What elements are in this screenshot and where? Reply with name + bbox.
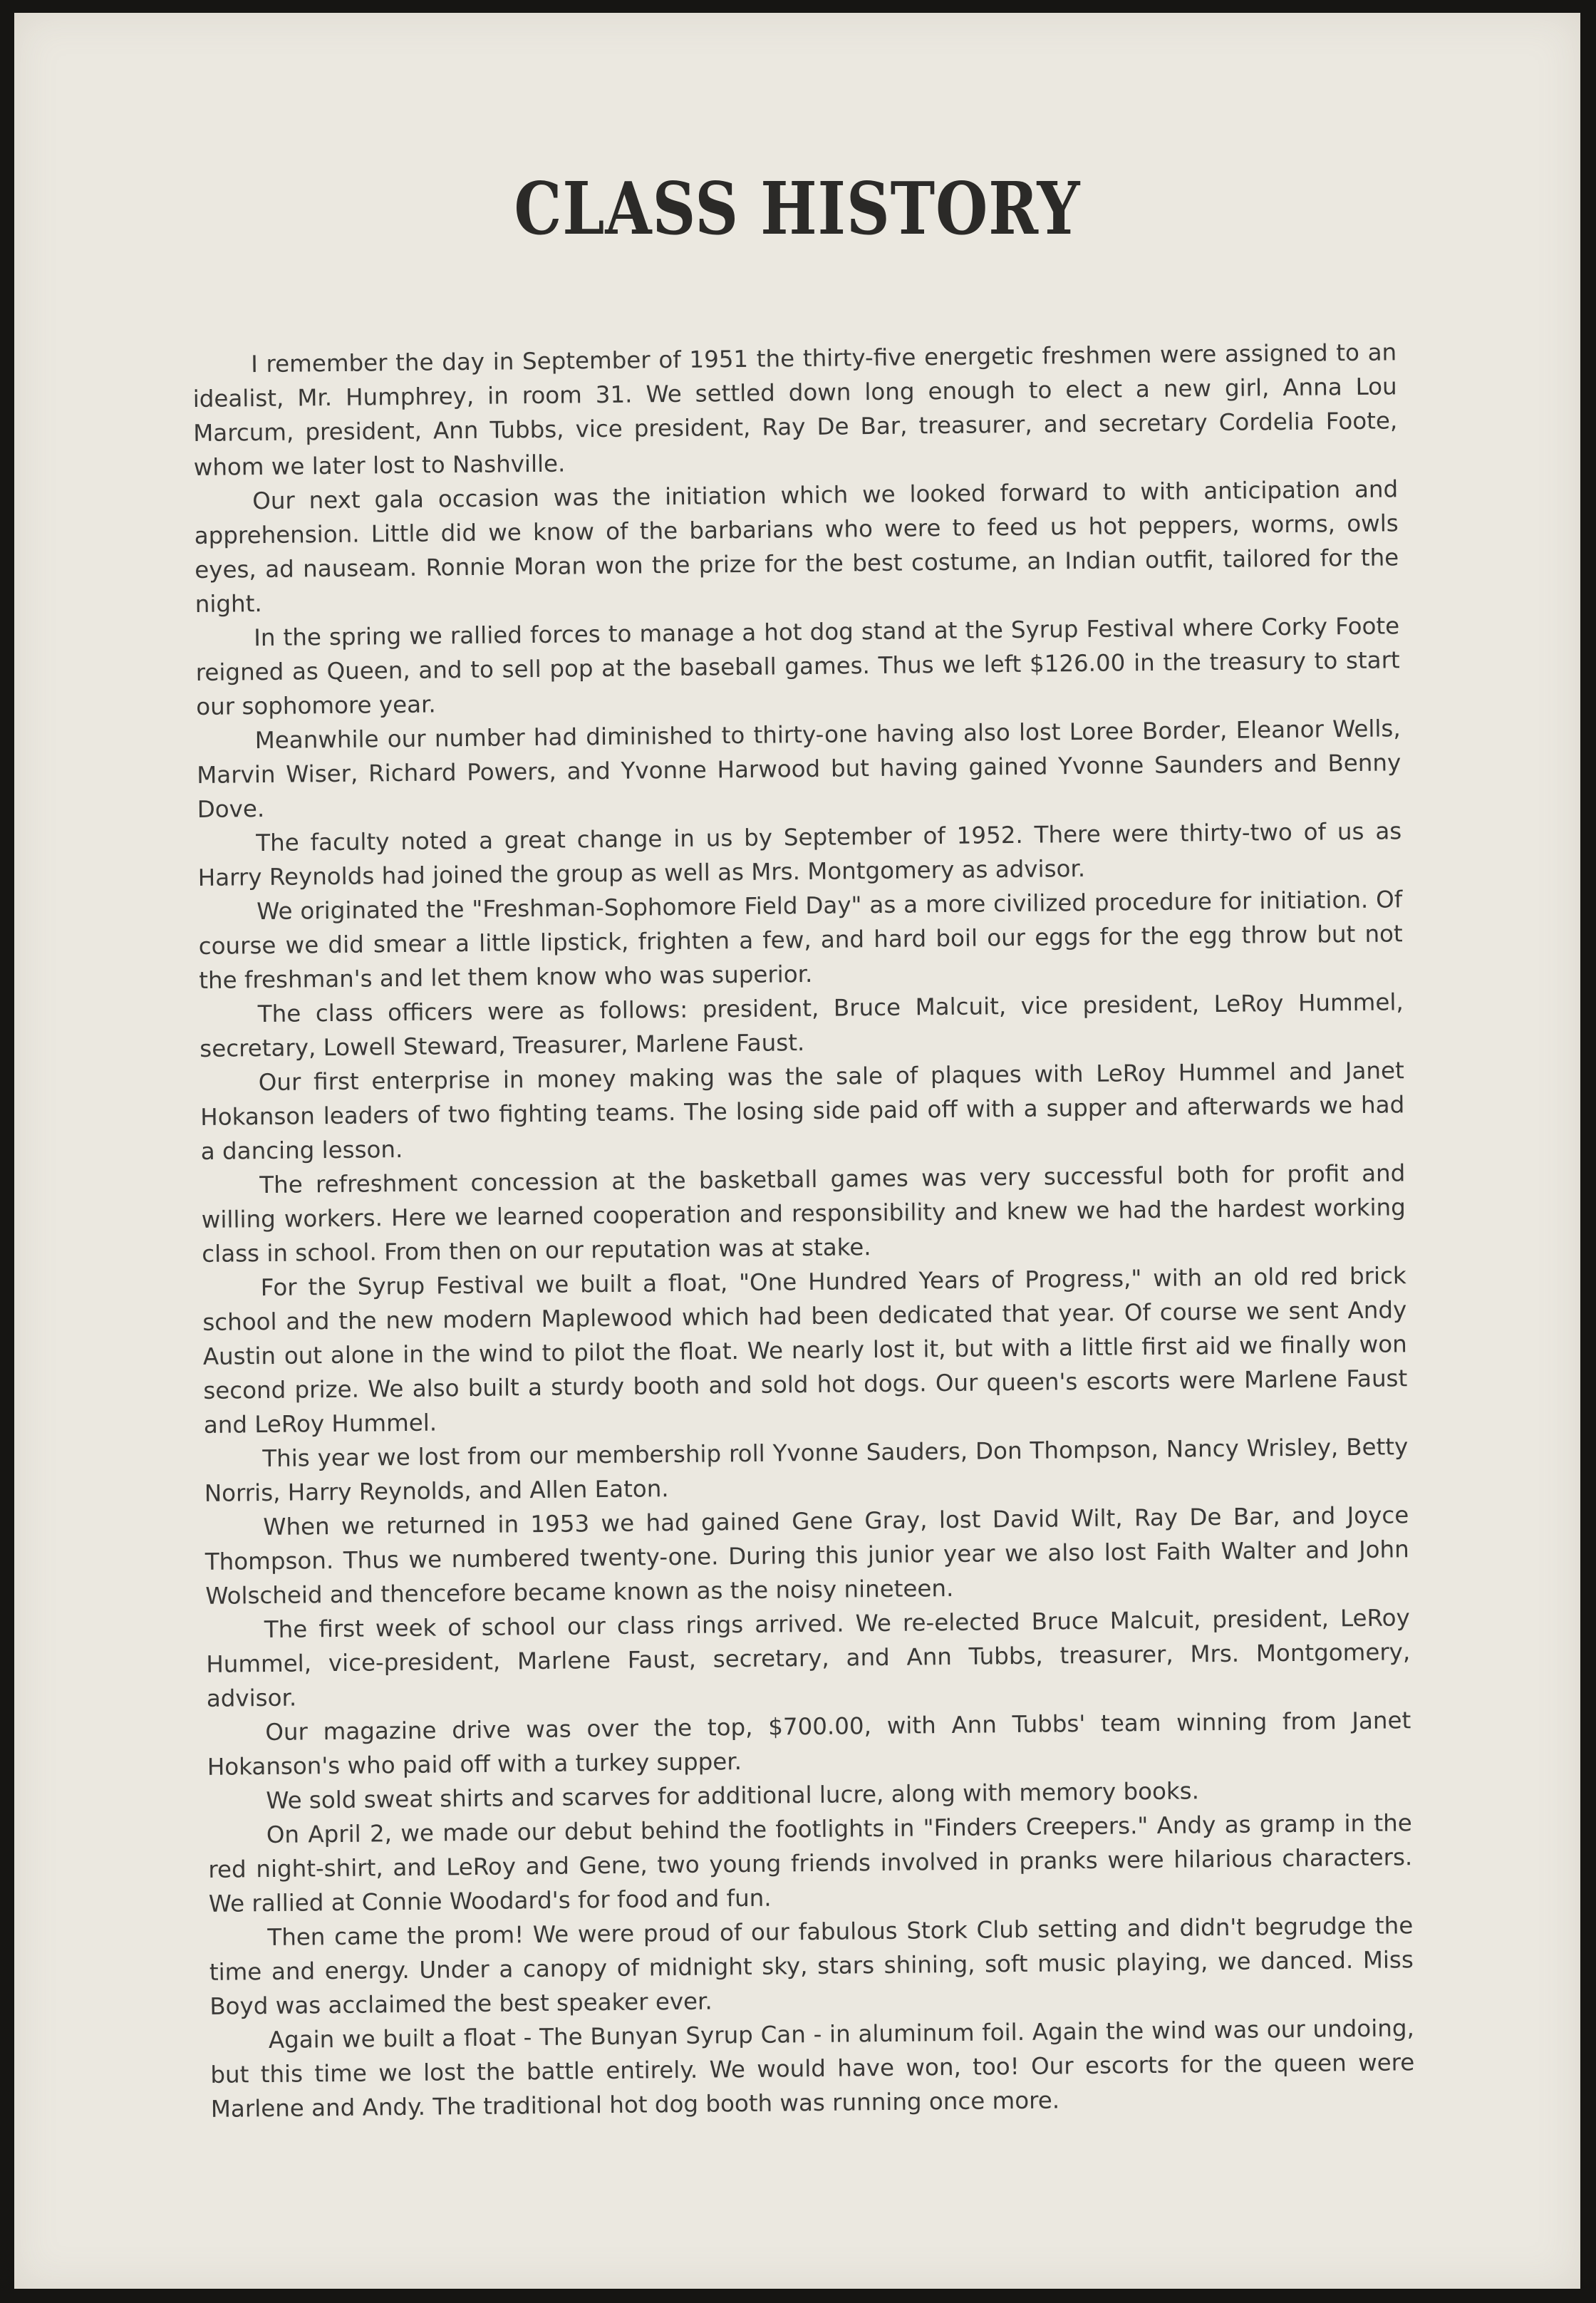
paragraph: The refreshment concession at the basketball games was very successful both for profit and willing workers. Here we learned cooperation and responsibility and knew we had the hardest working class in school. From then on our reputation was at stake.: [201, 1159, 1406, 1268]
paragraph: For the Syrup Festival we built a float, "One Hundred Years of Progress," with an old red brick school and the new modern Maplewood which had been dedicated that year. Of course we sent Andy Austin out alone in the wind to pilot the float. We nearly lost it, but with a little first aid we finally won second prize. We also built a sturdy booth and sold hot dogs. Our queen's escorts were Marlene Faust and LeRoy Hummel.: [202, 1262, 1408, 1439]
paragraph: When we returned in 1953 we had gained Gene Gray, lost David Wilt, Ray De Bar, and Joyce Thompson. Thus we numbered twenty-one. During this junior year we also lost Faith Walter and John Wolscheid and thencefore became known as the noisy nineteen.: [204, 1501, 1409, 1610]
document-page: [14, 13, 1580, 2289]
paragraph: This year we lost from our membership roll Yvonne Sauders, Don Thompson, Nancy Wrisley, Betty Norris, Harry Reynolds, and Allen Eaton.: [204, 1433, 1409, 1507]
history-text: [192, 335, 1415, 2126]
paragraph: Then came the prom! We were proud of our fabulous Stork Club setting and didn't begrudge the time and energy. Under a canopy of midnight sky, stars shining, soft music playing, we danced. Miss Boyd was acclaimed the best speaker ever.: [209, 1912, 1414, 2020]
paragraph: Again we built a float - The Bunyan Syrup Can - in aluminum foil. Again the wind was our undoing, but this time we lost the battle entirely. We would have won, too! Our escorts for the queen were Marlene and Andy. The traditional hot dog booth was running once more.: [210, 2014, 1415, 2123]
paragraph: In the spring we rallied forces to manage a hot dog stand at the Syrup Festival where Corky Foote reigned as Queen, and to sell pop at the baseball games. Thus we left $126.00 in the treasury to start our sophomore year.: [195, 612, 1400, 720]
paragraph: The class officers were as follows: president, Bruce Malcuit, vice president, LeRoy Hummel, secretary, Lowell Steward, Treasurer, Marlene Faust.: [200, 988, 1404, 1062]
paragraph: The first week of school our class rings arrived. We re-elected Bruce Malcuit, president, LeRoy Hummel, vice-president, Marlene Faust, secretary, and Ann Tubbs, treasurer, Mrs. Montgomery, advisor.: [206, 1604, 1411, 1712]
paragraph: I remember the day in September of 1951 the thirty-five energetic freshmen were assigned to an idealist, Mr. Humphrey, in room 31. We settled down long enough to elect a new girl, Anna Lou Marcum, president, Ann Tubbs, vice president, Ray De Bar, treasurer, and secretary Cordelia Foote, whom we later lost to Nashville.: [192, 338, 1398, 481]
paragraph: Our next gala occasion was the initiation which we looked forward to with anticipation and apprehension. Little did we know of the barbarians who were to feed us hot peppers, worms, owls eyes, ad nauseam. Ronnie Moran won the prize for the best costume, an Indian outfit, tailored for the night.: [194, 475, 1399, 618]
paragraph: We originated the "Freshman-Sophomore Field Day" as a more civilized procedure for initiation. Of course we did smear a little lipstick, frighten a few, and hard boil our eggs for the egg throw but not the freshman's and let them know who was superior.: [198, 886, 1403, 994]
paragraph: Meanwhile our number had diminished to thirty-one having also lost Loree Border, Eleanor Wells, Marvin Wiser, Richard Powers, and Yvonne Harwood but having gained Yvonne Saunders and Benny Dove.: [197, 715, 1401, 823]
paragraph: On April 2, we made our debut behind the footlights in "Finders Creepers." Andy as gramp in the red night-shirt, and LeRoy and Gene, two young friends involved in pranks were hilarious characters. We rallied at Connie Woodard's for food and fun.: [208, 1809, 1413, 1918]
paragraph: We sold sweat shirts and scarves for additional lucre, along with memory books.: [266, 1777, 1200, 1815]
page-title: CLASS HISTORY: [514, 166, 1081, 251]
paragraph: The faculty noted a great change in us by September of 1952. There were thirty-two of us as Harry Reynolds had joined the group as well as Mrs. Montgomery as advisor.: [197, 817, 1402, 891]
paragraph: Our first enterprise in money making was the sale of plaques with LeRoy Hummel and Janet Hokanson leaders of two fighting teams. The losing side paid off with a supper and afterwards we had a dancing lesson.: [200, 1057, 1405, 1165]
paragraph: Our magazine drive was over the top, $700.00, with Ann Tubbs' team winning from Janet Hokanson's who paid off with a turkey supper.: [207, 1707, 1411, 1781]
